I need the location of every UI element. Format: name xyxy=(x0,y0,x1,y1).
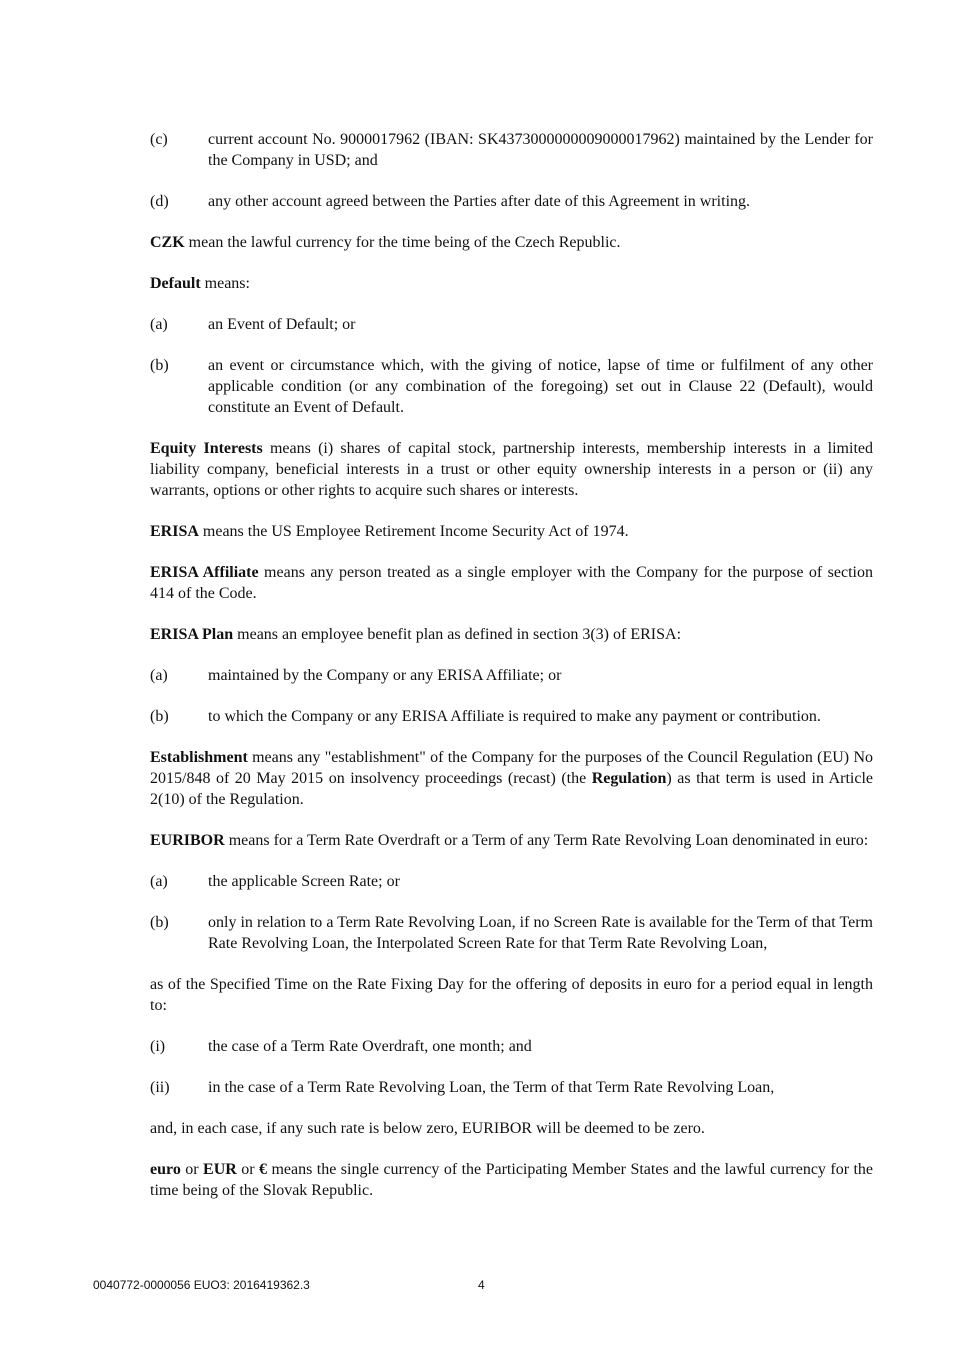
list-item xyxy=(150,706,873,727)
definition-text: ) as that term is used in Article 2(10) of the Regulation. xyxy=(150,770,874,808)
defined-term: ERISA Plan xyxy=(150,626,234,643)
connector-text: or xyxy=(236,1161,260,1178)
connector-text: or xyxy=(180,1161,204,1178)
definition-text: means an employee benefit plan as defined in section 3(3) of ERISA: xyxy=(233,626,682,643)
definition-text: means for a Term Rate Overdraft or a Term of any Term Rate Revolving Loan denominated in euro: xyxy=(224,832,869,849)
definition-czk xyxy=(150,232,873,253)
defined-term: € xyxy=(259,1161,268,1178)
definition-erisa-plan xyxy=(150,624,873,645)
list-item xyxy=(150,1036,873,1057)
defined-term: EUR xyxy=(203,1161,237,1178)
list-item xyxy=(150,355,873,418)
list-item xyxy=(150,912,873,954)
defined-term: Default xyxy=(150,275,201,292)
item-text: an Event of Default; or xyxy=(208,316,356,333)
footer-doc-ref: 0040772-0000056 EUO3: 2016419362.3 xyxy=(93,1278,310,1292)
item-text: an event or circumstance which, with the giving of notice, lapse of time or fulfilment of any other applicable condition (or any combination of the foregoing) set out in Clause 22 (Default), would constitute an Event of Default. xyxy=(208,357,873,416)
item-label: (b) xyxy=(150,357,169,374)
list-item xyxy=(150,191,873,212)
document-body xyxy=(150,129,873,1221)
paragraph: and, in each case, if any such rate is below zero, EURIBOR will be deemed to be zero. xyxy=(150,1120,705,1137)
definition-equity-interests xyxy=(150,438,873,501)
item-text: only in relation to a Term Rate Revolving Loan, if no Screen Rate is available for the Term of that Term Rate Revolving Loan, the Interpolated Screen Rate for that Term Rate Revolving Loan, xyxy=(208,914,873,952)
item-text: maintained by the Company or any ERISA Affiliate; or xyxy=(208,667,562,684)
item-text: any other account agreed between the Parties after date of this Agreement in writing. xyxy=(208,193,751,210)
definition-text: means (i) shares of capital stock, partnership interests, membership interests in a limited liability company, beneficial interests in a trust or other equity ownership interests in a person or (ii) any warrants, options or other rights to acquire such shares or interests. xyxy=(150,440,873,499)
definition-text: means the single currency of the Participating Member States and the lawful currency for the time being of the Slovak Republic. xyxy=(150,1161,874,1199)
defined-term: Equity Interests xyxy=(150,440,263,457)
defined-term: Regulation xyxy=(591,770,667,787)
page-number: 4 xyxy=(478,1278,485,1292)
defined-term: euro xyxy=(150,1161,181,1178)
item-text: current account No. 9000017962 (IBAN: SK4373000000009000017962) maintained by the Lender for the Company in USD; and xyxy=(208,131,873,169)
item-label: (d) xyxy=(150,193,169,210)
item-label: (ii) xyxy=(150,1079,170,1096)
defined-term: CZK xyxy=(150,234,185,251)
paragraph: as of the Specified Time on the Rate Fixing Day for the offering of deposits in euro for a period equal in length to: xyxy=(150,976,873,1014)
list-item xyxy=(150,665,873,686)
definition-euribor xyxy=(150,830,873,851)
defined-term: ERISA xyxy=(150,523,199,540)
item-label: (a) xyxy=(150,316,168,333)
item-label: (c) xyxy=(150,131,168,148)
definition-text: means any "establishment" of the Company for the purposes of the Council Regulation (EU) No 2015/848 of 20 May 2015 on insolvency proceedings (recast) (the xyxy=(150,749,873,787)
item-text: the applicable Screen Rate; or xyxy=(208,873,400,890)
item-text: to which the Company or any ERISA Affiliate is required to make any payment or contribution. xyxy=(208,708,821,725)
definition-erisa xyxy=(150,521,873,542)
defined-term: EURIBOR xyxy=(150,832,225,849)
definition-euro xyxy=(150,1159,873,1201)
definition-erisa-affiliate xyxy=(150,562,873,604)
defined-term: Establishment xyxy=(150,749,248,766)
list-item xyxy=(150,129,873,171)
definition-establishment xyxy=(150,747,873,810)
list-item xyxy=(150,871,873,892)
item-label: (a) xyxy=(150,873,168,890)
defined-term: ERISA Affiliate xyxy=(150,564,259,581)
item-text: the case of a Term Rate Overdraft, one month; and xyxy=(208,1038,532,1055)
list-item xyxy=(150,314,873,335)
item-label: (b) xyxy=(150,708,169,725)
definition-text: means the US Employee Retirement Income Security Act of 1974. xyxy=(198,523,629,540)
item-label: (a) xyxy=(150,667,168,684)
definition-text: means any person treated as a single employer with the Company for the purpose of section 414 of the Code. xyxy=(150,564,873,602)
definition-text: mean the lawful currency for the time being of the Czech Republic. xyxy=(184,234,621,251)
list-item xyxy=(150,1077,873,1098)
definition-text: means: xyxy=(200,275,250,292)
definition-default xyxy=(150,273,873,294)
item-label: (b) xyxy=(150,914,169,931)
item-label: (i) xyxy=(150,1038,166,1055)
item-text: in the case of a Term Rate Revolving Loan, the Term of that Term Rate Revolving Loan, xyxy=(208,1079,775,1096)
